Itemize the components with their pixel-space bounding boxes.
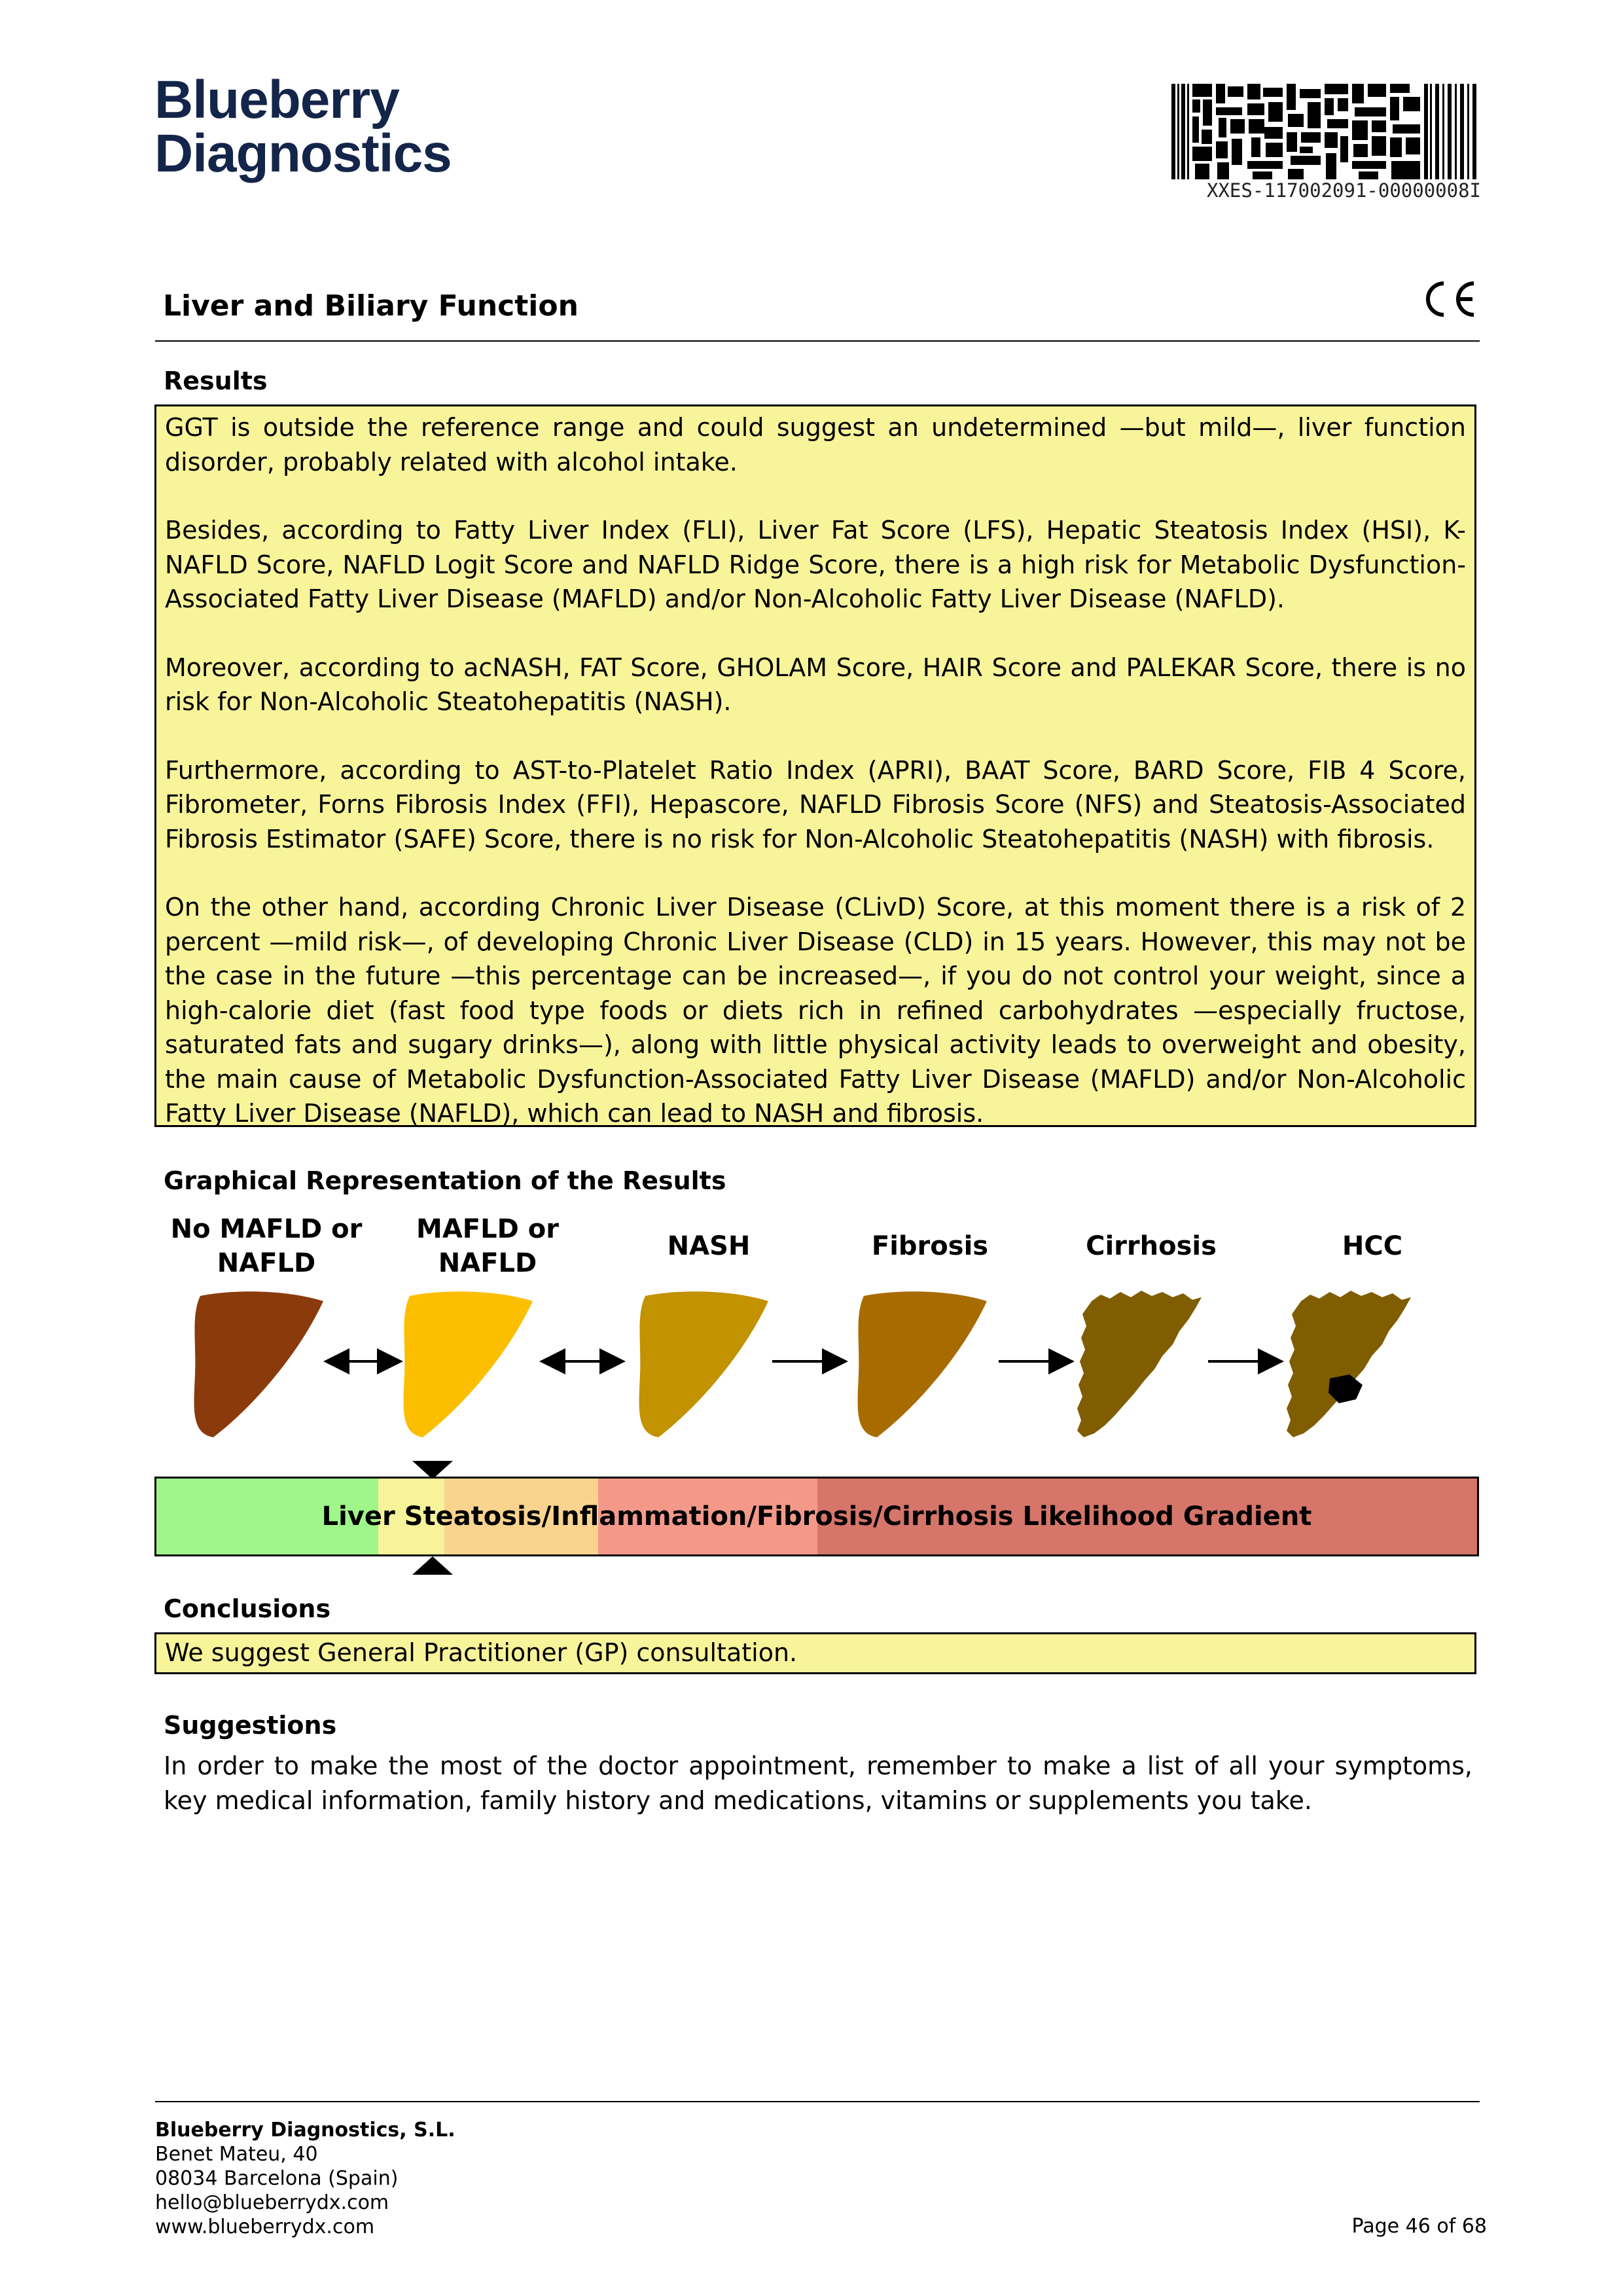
stage-label-hcc: HCC (1342, 1231, 1403, 1261)
footer-company: Blueberry Diagnostics, S.L. (155, 2119, 455, 2142)
footer-address-line: Benet Mateu, 40 (155, 2143, 318, 2166)
logo-line-1: Blueberry (154, 70, 399, 130)
liver-icon-hcc (1287, 1291, 1411, 1437)
title-divider (155, 340, 1480, 342)
liver-icon-mafld (404, 1291, 533, 1437)
graphic-heading: Graphical Representation of the Results (164, 1166, 726, 1195)
stage-label-nash: NASH (667, 1231, 751, 1261)
footer-address (155, 2118, 455, 2239)
conclusions-heading: Conclusions (164, 1594, 331, 1623)
results-paragraph: Besides, according to Fatty Liver Index (FLI), Liver Fat Score (LFS), Hepatic Steatosis Index (HSI), K-NAFLD Score, NAFLD Logit Score and NAFLD Ridge Score, there is a high risk for Metabolic Dysfunction-Associated Fatty Liver Disease (MAFLD) and/or Non-Alcoholic Fatty Liver Disease (NAFLD). (165, 516, 1466, 613)
footer-website[interactable]: www.blueberrydx.com (155, 2215, 375, 2238)
stage-label-no-mafld: No MAFLD or NAFLD (170, 1214, 363, 1278)
results-paragraph: On the other hand, according Chronic Liver Disease (CLivD) Score, at this moment there is a risk of 2 percent —mild risk—, of developing Chronic Liver Disease (CLD) in 15 years. However, this may not be the case in the future —this percentage can be increased—, if you do not control your weight, since a high-calorie diet (fast food type foods or diets rich in refined carbohydrates —especially fructose, saturated fats and sugary drinks—), along with little physical activity leads to overweight and obesity, the main cause of Metabolic Dysfunction-Associated Fatty Liver Disease (MAFLD) and/or Non-Alcoholic Fatty Liver Disease (NAFLD), which can lead to NASH and fibrosis. (165, 893, 1466, 1128)
footer-email[interactable]: hello@blueberrydx.com (155, 2191, 389, 2214)
page-number: Page 46 of 68 (1351, 2215, 1487, 2238)
results-box (154, 404, 1476, 1127)
liver-stages-illustration (154, 1283, 1479, 1453)
indicator-arrow-bottom-icon (412, 1556, 453, 1575)
stage-label-fibrosis: Fibrosis (871, 1231, 989, 1261)
section-title: Liver and Biliary Function (163, 289, 579, 323)
ce-mark-icon (1420, 278, 1476, 320)
results-paragraph: Moreover, according to acNASH, FAT Score, GHOLAM Score, HAIR Score and PALEKAR Score, there is no risk for Non-Alcoholic Steatohepatitis (NASH). (165, 653, 1466, 716)
conclusion-box: We suggest General Practitioner (GP) consultation. (154, 1632, 1476, 1674)
barcode-icon (1171, 84, 1479, 179)
results-heading: Results (164, 367, 268, 395)
liver-icon-fibrosis (858, 1291, 987, 1437)
gradient-label: Liver Steatosis/Inflammation/Fibrosis/Cirrhosis Likelihood Gradient (321, 1501, 1312, 1532)
logo-line-2: Diagnostics (154, 124, 452, 183)
footer-address-line: 08034 Barcelona (Spain) (155, 2167, 399, 2190)
liver-icon-cirrhosis (1077, 1291, 1202, 1437)
suggestions-heading: Suggestions (164, 1711, 337, 1740)
liver-icon-nash (639, 1291, 768, 1437)
suggestion-text: In order to make the most of the doctor appointment, remember to make a list of all your symptoms, key medical information, family history and medications, vitamins or supplements you take. (164, 1751, 1472, 1815)
results-paragraph: GGT is outside the reference range and could suggest an undetermined —but mild—, liver function disorder, probably related with alcohol intake. (165, 413, 1466, 476)
stage-label-mafld: MAFLD or NAFLD (416, 1214, 559, 1278)
company-logo (154, 70, 482, 183)
stage-label-cirrhosis: Cirrhosis (1086, 1231, 1217, 1261)
results-paragraph: Furthermore, according to AST-to-Platelet Ratio Index (APRI), BAAT Score, BARD Score, FIB 4 Score, Fibrometer, Forns Fibrosis Index (FFI), Hepascore, NAFLD Fibrosis Score (NFS) and Steatosis-Associated Fibrosis Estimator (SAFE) Score, there is no risk for Non-Alcoholic Steatohepatitis (NASH) with fibrosis. (165, 755, 1466, 853)
barcode-id: XXES-117002091-00000008I (1206, 179, 1481, 202)
liver-icon-healthy (194, 1291, 323, 1437)
footer-divider (155, 2101, 1480, 2102)
